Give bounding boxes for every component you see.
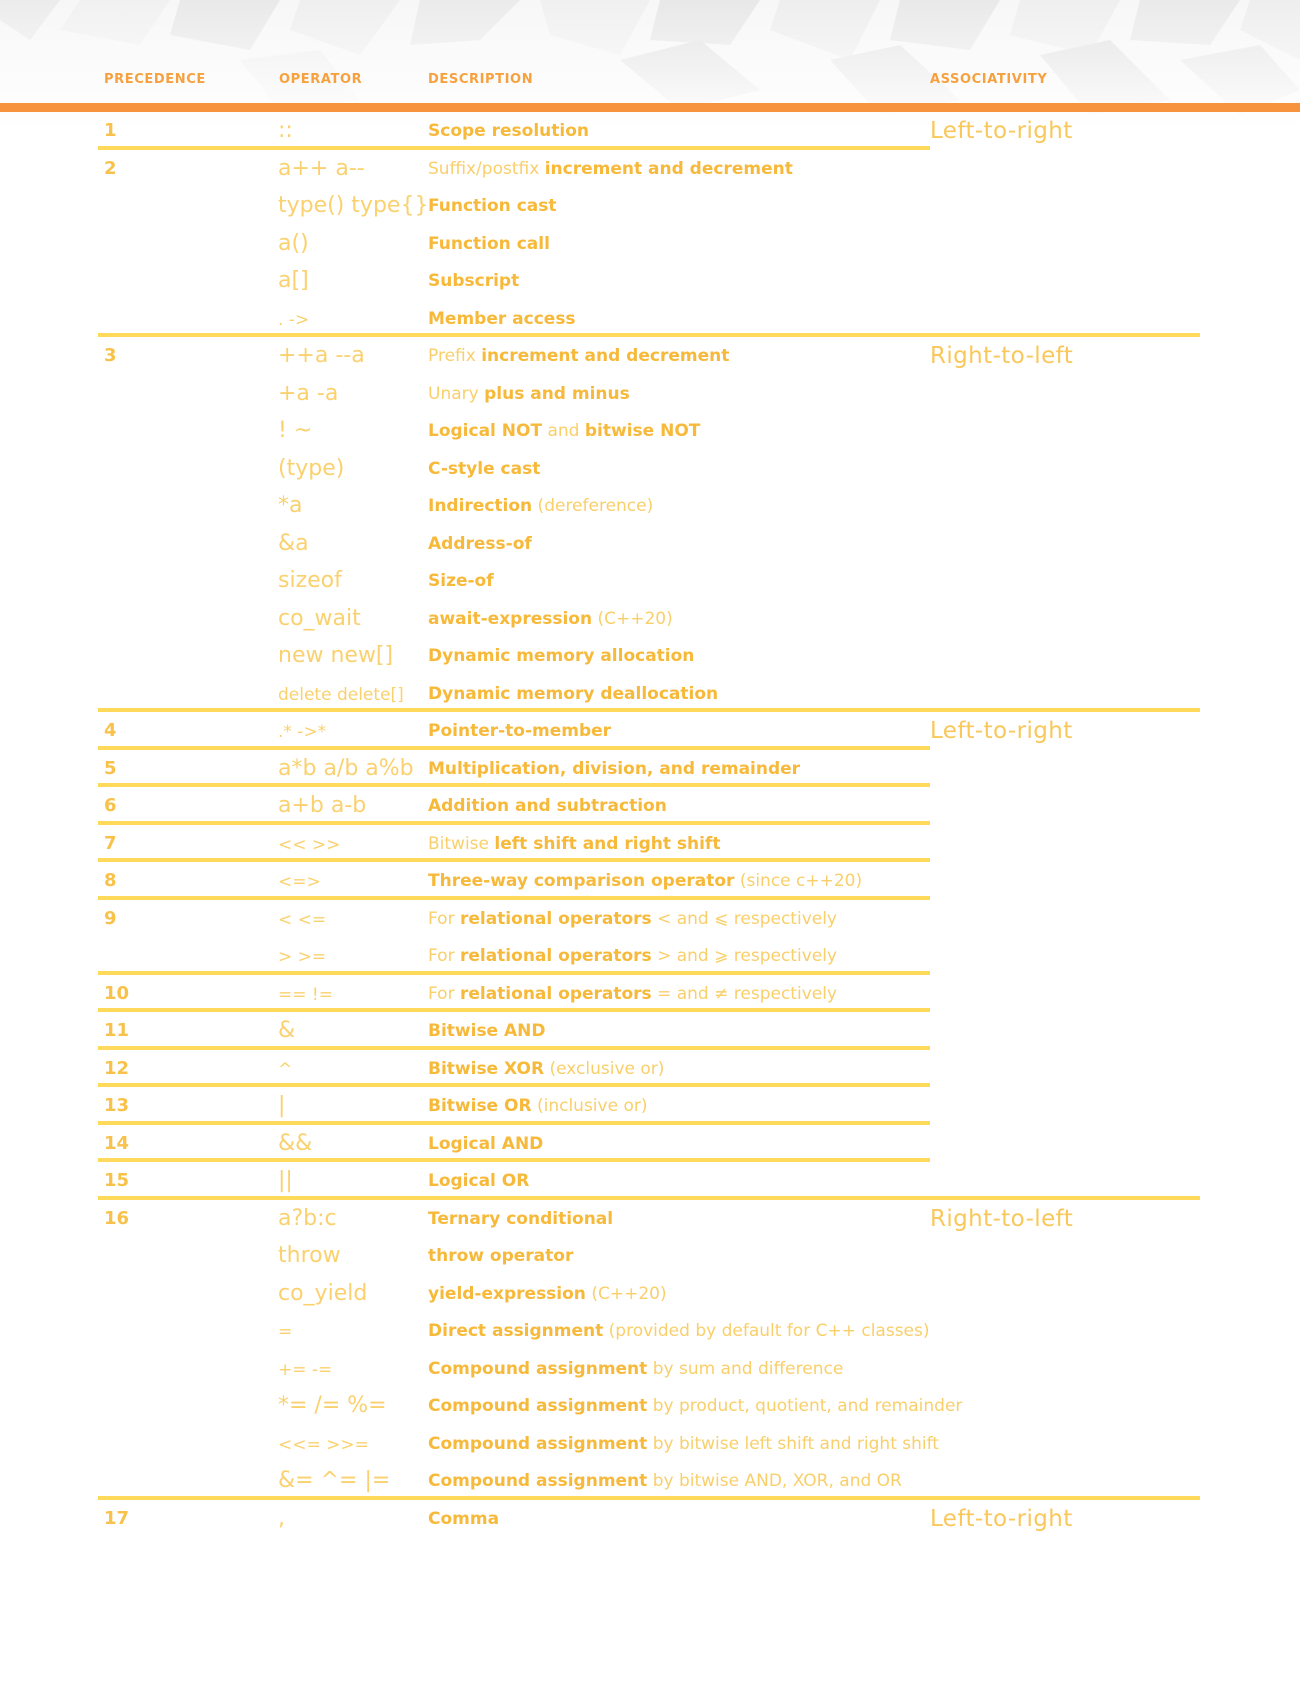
operator-description [428,683,719,704]
operator-description [428,1208,614,1229]
description-text: by product, quotient, and remainder [647,1396,963,1416]
group-divider [98,146,930,150]
operator-symbol: & [278,1018,296,1043]
description-emphasis: Function call [428,233,550,254]
description-emphasis: Bitwise XOR [428,1058,545,1079]
description-emphasis: Compound assignment [428,1471,648,1491]
operator-description [428,533,532,554]
description-text: and [542,421,585,441]
description-text: For [428,946,460,966]
operator-description [428,383,630,404]
description-text: For [428,983,460,1004]
group-divider [98,1496,1200,1500]
operator-symbol: a?b:c [278,1205,337,1231]
operator-description [428,198,557,215]
description-emphasis: Compound assignment [428,1358,648,1379]
operator-symbol: a[] [278,268,309,293]
operator-description [428,1173,529,1190]
precedence-number: 16 [104,1207,130,1229]
operator-symbol: type() type{} [278,193,429,218]
description-text: (since c++20) [734,871,863,891]
description-emphasis: Dynamic memory deallocation [428,683,719,704]
description-emphasis: Compound assignment [428,1433,648,1454]
precedence-number: 17 [104,1507,130,1529]
operator-symbol: a*b a/b a%b [278,755,414,781]
operator-symbol: += -= [278,1359,333,1380]
description-emphasis: left shift and right shift [494,833,721,854]
operator-symbol: +a -a [278,380,339,406]
operator-symbol: ^ [278,1059,293,1080]
group-divider [98,821,930,825]
operator-symbol: *= /= %= [278,1393,387,1418]
description-emphasis: Bitwise AND [428,1021,546,1041]
description-text: Prefix [428,346,482,366]
operator-symbol: a() [278,230,309,256]
precedence-number: 2 [104,157,117,179]
operator-symbol: > >= [278,947,327,967]
description-emphasis: Scope resolution [428,121,589,141]
description-emphasis: relational operators [459,908,652,929]
group-divider [98,746,930,750]
operator-symbol: a++ a-- [278,155,365,181]
operator-description [428,573,494,590]
description-text: (provided by default for C++ classes) [603,1321,930,1341]
associativity-label: Left-to-right [930,718,1073,744]
operator-description [428,1323,930,1340]
operator-description [428,648,694,665]
operator-description [428,498,653,515]
group-divider [98,1083,930,1087]
operator-symbol: a+b a-b [278,793,367,818]
description-text: Bitwise [428,833,495,854]
description-emphasis: bitwise NOT [584,421,701,441]
description-text: (exclusive or) [544,1058,665,1079]
description-text: For [428,908,460,929]
description-text: = and ≠ respectively [651,983,837,1004]
description-emphasis: await-expression [428,608,593,629]
operator-description [428,723,611,740]
operator-description [428,123,589,140]
operator-symbol: (type) [278,455,345,481]
operator-description [428,798,667,815]
operator-symbol: *a [278,493,303,518]
operator-description [428,308,576,329]
operator-description [428,948,837,965]
description-emphasis: Three-way comparison operator [428,871,735,891]
description-text: by bitwise left shift and right shift [647,1433,939,1454]
description-emphasis: Pointer-to-member [428,721,612,741]
description-text: Unary [428,383,485,404]
operator-symbol: = [278,1322,293,1342]
header-associativity: ASSOCIATIVITY [930,72,1048,87]
header-description: DESCRIPTION [428,72,534,87]
operator-description [428,608,673,629]
description-emphasis: increment and decrement [544,158,793,179]
description-emphasis: Direct assignment [428,1321,604,1341]
description-emphasis: relational operators [459,946,652,966]
operator-description [428,233,550,254]
description-emphasis: throw operator [428,1246,574,1266]
description-text: (C++20) [585,1283,667,1304]
precedence-number: 12 [104,1057,130,1079]
header-operator: OPERATOR [279,72,363,87]
operator-description [428,873,862,890]
description-text: (dereference) [532,496,654,516]
operator-symbol: << >> [278,834,341,855]
description-emphasis: Ternary conditional [428,1208,614,1229]
precedence-number: 5 [104,757,117,779]
description-emphasis: yield-expression [428,1283,586,1304]
operator-description [428,908,837,929]
description-emphasis: C-style cast [428,458,541,479]
operator-symbol: .* ->* [278,722,327,742]
precedence-number: 10 [104,982,130,1004]
group-divider [98,858,930,862]
description-emphasis: Dynamic memory allocation [428,646,695,666]
operator-description [428,1023,546,1040]
group-divider [98,1158,930,1162]
operator-description [428,1248,573,1265]
associativity-label: Right-to-left [930,343,1074,369]
description-emphasis: Member access [428,308,576,329]
description-emphasis: Addition and subtraction [428,796,667,816]
header-precedence: PRECEDENCE [104,72,206,87]
description-text: by bitwise AND, XOR, and OR [647,1471,902,1491]
operator-symbol: <=> [278,872,321,892]
operator-symbol: , [278,1505,285,1531]
precedence-number: 3 [104,345,117,366]
operator-symbol: < <= [278,909,327,930]
precedence-number: 8 [104,870,117,891]
group-divider [98,1121,930,1125]
operator-symbol: :: [278,118,293,143]
operator-description [428,158,793,179]
operator-description [428,273,519,290]
operator-description [428,1098,647,1115]
operator-symbol: co_yield [278,1280,368,1306]
description-emphasis: Indirection [428,496,533,516]
operator-description [428,983,837,1004]
description-text: by sum and difference [647,1358,844,1379]
description-emphasis: increment and decrement [481,346,730,366]
group-divider [98,708,1200,712]
operator-description [428,348,729,365]
description-emphasis: Logical NOT [428,421,543,441]
operator-symbol: . -> [278,309,310,330]
description-text: < and ⩽ respectively [651,908,837,929]
operator-symbol: <<= >>= [278,1434,369,1455]
operator-symbol: == != [278,984,333,1005]
group-divider [98,1196,1200,1200]
operator-description [428,1398,962,1415]
operator-description [428,1283,667,1304]
description-emphasis: relational operators [459,983,652,1004]
group-divider [98,971,930,975]
precedence-number: 14 [104,1132,130,1154]
precedence-number: 9 [104,907,117,929]
precedence-number: 1 [104,120,117,141]
description-emphasis: Function cast [428,196,557,216]
group-divider [98,1008,930,1012]
description-emphasis: Address-of [428,533,532,554]
operator-description [428,758,801,779]
operator-description [428,1508,500,1529]
operator-symbol: sizeof [278,568,342,593]
precedence-number: 7 [104,832,117,854]
group-divider [98,333,1200,337]
operator-symbol: || [278,1168,293,1193]
operator-symbol: co_wait [278,605,361,631]
operator-symbol: | [278,1093,286,1118]
group-divider [98,1046,930,1050]
operator-description [428,1358,844,1379]
precedence-number: 15 [104,1170,130,1191]
description-emphasis: plus and minus [484,383,630,404]
description-text: (C++20) [592,608,673,629]
description-emphasis: Size-of [428,571,494,591]
description-emphasis: Bitwise OR [428,1096,532,1116]
operator-symbol: ! ~ [278,418,313,443]
operator-symbol: &a [278,530,309,556]
associativity-label: Left-to-right [930,118,1073,144]
precedence-number: 4 [104,720,117,741]
operator-description [428,458,541,479]
group-divider [98,783,930,787]
operator-symbol: ++a --a [278,343,365,368]
operator-symbol: new new[] [278,643,394,668]
operator-description [428,1058,665,1079]
precedence-number: 11 [104,1020,130,1041]
description-emphasis: Compound assignment [428,1396,648,1416]
operator-symbol: && [278,1130,313,1156]
operator-description [428,1133,544,1154]
description-text: (inclusive or) [531,1096,648,1116]
precedence-number: 13 [104,1095,130,1116]
operator-symbol: &= ^= |= [278,1468,391,1493]
operator-symbol: delete delete[] [278,684,404,705]
operator-description [428,833,721,854]
description-emphasis: Multiplication, division, and remainder [428,758,801,779]
associativity-label: Right-to-left [930,1205,1074,1232]
description-text: Suffix/postfix [428,158,545,179]
operator-description [428,1433,939,1454]
description-text: > and ⩾ respectively [651,946,837,966]
description-emphasis: Logical AND [428,1133,544,1154]
precedence-number: 6 [104,795,117,816]
description-emphasis: Comma [428,1508,500,1529]
associativity-label: Left-to-right [930,1505,1073,1532]
operator-description [428,1473,902,1490]
operator-symbol: throw [278,1243,341,1268]
description-emphasis: Subscript [428,271,520,291]
operator-description [428,423,700,440]
group-divider [98,896,930,900]
description-emphasis: Logical OR [428,1171,530,1191]
